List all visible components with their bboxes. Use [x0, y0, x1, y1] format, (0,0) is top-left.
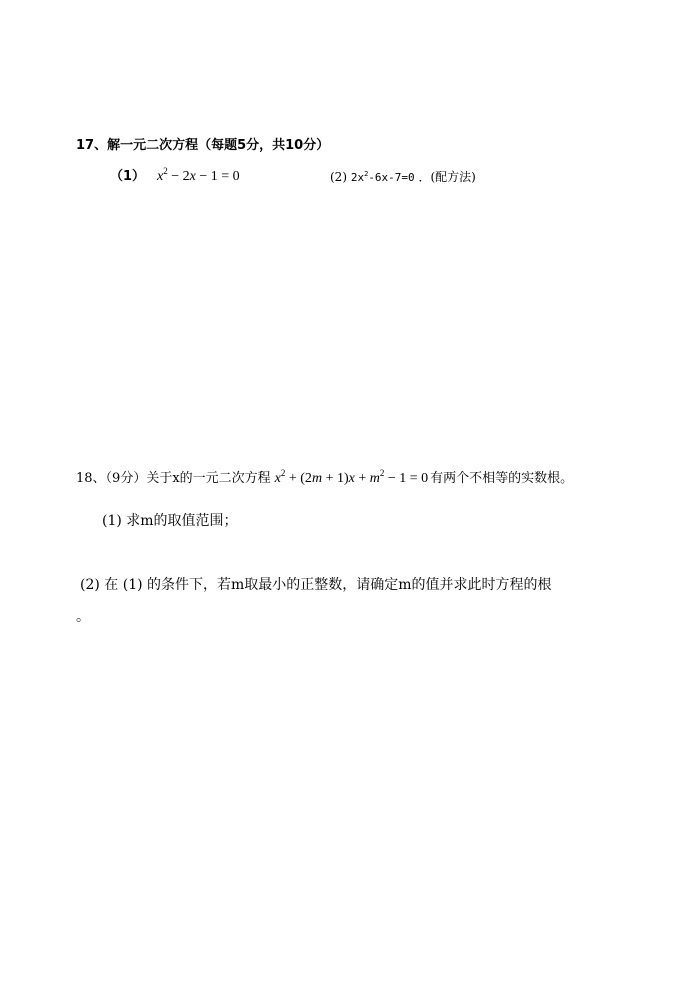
- question-17-part-2: [330, 171, 476, 183]
- question-17-title: 17、解一元二次方程（每题5分，共10分）: [76, 138, 330, 153]
- question-17-part-1: [110, 166, 240, 184]
- equation-1: $x^2 - 2x - 1 = 0$: [157, 166, 240, 184]
- equation-2: $2x^2-6x-7=0$: [350, 170, 415, 184]
- part-2-label: (2): [330, 170, 347, 184]
- question-18-stem: [76, 468, 574, 486]
- part-1-label: （1）: [110, 169, 146, 184]
- method-note: ．(配方法): [418, 170, 476, 184]
- question-18-intro: 18、（9分）关于x的一元二次方程: [76, 471, 271, 486]
- question-18-part-2: (2) 在 (1) 的条件下，若m取最小的正整数，请确定m的值并求此时方程的根: [80, 577, 552, 593]
- question-18-condition: 有两个不相等的实数根。: [430, 471, 574, 486]
- question-18-part-1: (1) 求m的取值范围；: [102, 513, 238, 529]
- question-18-part-2-end: 。: [76, 609, 90, 625]
- equation-3: $x^2 + (2m + 1)x + m^2 - 1 = 0$: [274, 468, 429, 486]
